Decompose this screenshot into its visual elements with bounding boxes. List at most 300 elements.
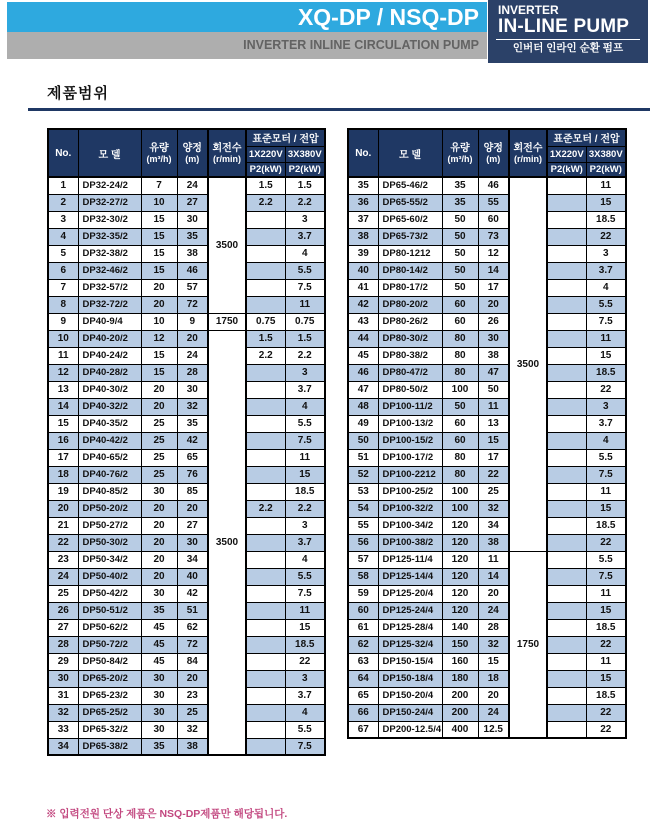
col-header-220v: 1X220V bbox=[547, 146, 586, 162]
rpm-unit: (r/min) bbox=[213, 154, 241, 164]
cell-head: 17 bbox=[478, 449, 509, 466]
cell-p2-220 bbox=[547, 500, 586, 517]
cell-no: 45 bbox=[348, 347, 378, 364]
cell-p2-220 bbox=[246, 602, 285, 619]
cell-p2-380: 15 bbox=[586, 670, 626, 687]
table-row bbox=[348, 704, 626, 721]
cell-flow: 60 bbox=[442, 432, 478, 449]
cell-p2-380: 11 bbox=[586, 653, 626, 670]
cell-model: DP40-32/2 bbox=[78, 398, 141, 415]
cell-p2-220: 0.75 bbox=[246, 313, 285, 330]
cell-rpm: 1750 bbox=[208, 313, 246, 330]
table-row bbox=[348, 415, 626, 432]
cell-p2-220: 1.5 bbox=[246, 330, 285, 347]
cell-p2-380: 22 bbox=[586, 534, 626, 551]
cell-no: 39 bbox=[348, 245, 378, 262]
cell-p2-380: 11 bbox=[285, 449, 325, 466]
col-header-380v: 3X380V bbox=[285, 146, 325, 162]
cell-p2-220 bbox=[246, 687, 285, 704]
table-row bbox=[348, 381, 626, 398]
cell-head: 40 bbox=[177, 568, 208, 585]
cell-p2-380: 3.7 bbox=[285, 381, 325, 398]
table-row bbox=[48, 228, 325, 245]
table-row bbox=[348, 347, 626, 364]
col-header-p2-380: P2(kW) bbox=[285, 162, 325, 177]
table-row bbox=[48, 432, 325, 449]
cell-flow: 30 bbox=[141, 670, 177, 687]
cell-p2-380: 15 bbox=[586, 347, 626, 364]
cell-flow: 120 bbox=[442, 517, 478, 534]
cell-model: DP40-20/2 bbox=[78, 330, 141, 347]
table-row bbox=[48, 381, 325, 398]
cell-flow: 12 bbox=[141, 330, 177, 347]
cell-model: DP50-72/2 bbox=[78, 636, 141, 653]
cell-p2-380: 18.5 bbox=[285, 636, 325, 653]
col-header-model: 모 델 bbox=[78, 129, 141, 177]
cell-no: 65 bbox=[348, 687, 378, 704]
cell-no: 46 bbox=[348, 364, 378, 381]
cell-p2-380: 5.5 bbox=[285, 568, 325, 585]
cell-p2-380: 2.2 bbox=[285, 500, 325, 517]
head-label: 양정 bbox=[182, 143, 202, 154]
col-header-motor-group: 표준모터 / 전압 bbox=[547, 129, 626, 146]
cell-p2-380: 3 bbox=[586, 245, 626, 262]
cell-head: 65 bbox=[177, 449, 208, 466]
cell-flow: 60 bbox=[442, 415, 478, 432]
cell-p2-380: 7.5 bbox=[586, 568, 626, 585]
cell-flow: 140 bbox=[442, 619, 478, 636]
cell-flow: 10 bbox=[141, 194, 177, 211]
cell-p2-380: 7.5 bbox=[285, 432, 325, 449]
cell-no: 2 bbox=[48, 194, 78, 211]
cell-p2-220 bbox=[246, 245, 285, 262]
cell-p2-220 bbox=[547, 279, 586, 296]
cell-rpm: 3500 bbox=[208, 330, 246, 755]
cell-p2-380: 18.5 bbox=[586, 619, 626, 636]
cell-no: 13 bbox=[48, 381, 78, 398]
cell-p2-220 bbox=[246, 211, 285, 228]
cell-p2-380: 5.5 bbox=[285, 262, 325, 279]
cell-model: DP125-11/4 bbox=[378, 551, 442, 568]
cell-model: DP150-24/4 bbox=[378, 704, 442, 721]
cell-model: DP32-57/2 bbox=[78, 279, 141, 296]
table-row bbox=[48, 704, 325, 721]
table-row bbox=[348, 602, 626, 619]
table-body-right bbox=[348, 177, 626, 738]
col-header-flow bbox=[442, 129, 478, 177]
cell-p2-380: 1.5 bbox=[285, 330, 325, 347]
inverter-badge bbox=[488, 0, 648, 63]
cell-flow: 45 bbox=[141, 653, 177, 670]
table-row bbox=[348, 330, 626, 347]
cell-no: 4 bbox=[48, 228, 78, 245]
table-row bbox=[348, 279, 626, 296]
cell-p2-220 bbox=[246, 636, 285, 653]
cell-flow: 35 bbox=[442, 177, 478, 194]
cell-flow: 15 bbox=[141, 228, 177, 245]
cell-no: 47 bbox=[348, 381, 378, 398]
cell-flow: 15 bbox=[141, 211, 177, 228]
cell-model: DP32-30/2 bbox=[78, 211, 141, 228]
cell-model: DP125-28/4 bbox=[378, 619, 442, 636]
cell-model: DP32-35/2 bbox=[78, 228, 141, 245]
cell-model: DP125-24/4 bbox=[378, 602, 442, 619]
cell-no: 41 bbox=[348, 279, 378, 296]
cell-flow: 20 bbox=[141, 398, 177, 415]
col-header-no: No. bbox=[348, 129, 378, 177]
cell-head: 13 bbox=[478, 415, 509, 432]
table-row bbox=[48, 500, 325, 517]
cell-p2-220 bbox=[246, 262, 285, 279]
cell-p2-380: 3.7 bbox=[285, 687, 325, 704]
cell-no: 26 bbox=[48, 602, 78, 619]
cell-p2-380: 15 bbox=[285, 619, 325, 636]
cell-no: 18 bbox=[48, 466, 78, 483]
cell-head: 22 bbox=[478, 466, 509, 483]
table-row bbox=[348, 466, 626, 483]
cell-head: 28 bbox=[177, 364, 208, 381]
table-row bbox=[48, 347, 325, 364]
cell-flow: 25 bbox=[141, 415, 177, 432]
cell-p2-380: 18.5 bbox=[586, 211, 626, 228]
table-row bbox=[48, 534, 325, 551]
cell-model: DP40-76/2 bbox=[78, 466, 141, 483]
cell-flow: 120 bbox=[442, 568, 478, 585]
cell-flow: 100 bbox=[442, 381, 478, 398]
cell-flow: 80 bbox=[442, 449, 478, 466]
table-row bbox=[48, 194, 325, 211]
cell-head: 85 bbox=[177, 483, 208, 500]
cell-no: 40 bbox=[348, 262, 378, 279]
cell-rpm: 3500 bbox=[509, 177, 547, 551]
table-row bbox=[348, 228, 626, 245]
cell-flow: 15 bbox=[141, 245, 177, 262]
cell-p2-220 bbox=[547, 296, 586, 313]
cell-p2-220 bbox=[246, 551, 285, 568]
cell-model: DP150-20/4 bbox=[378, 687, 442, 704]
cell-flow: 100 bbox=[442, 500, 478, 517]
table-row bbox=[348, 653, 626, 670]
cell-model: DP40-35/2 bbox=[78, 415, 141, 432]
cell-model: DP40-9/4 bbox=[78, 313, 141, 330]
cell-no: 6 bbox=[48, 262, 78, 279]
cell-model: DP50-34/2 bbox=[78, 551, 141, 568]
cell-p2-220 bbox=[547, 585, 586, 602]
cell-model: DP65-32/2 bbox=[78, 721, 141, 738]
cell-p2-220 bbox=[547, 704, 586, 721]
table-row bbox=[48, 738, 325, 755]
cell-flow: 80 bbox=[442, 364, 478, 381]
cell-head: 35 bbox=[177, 228, 208, 245]
cell-p2-380: 22 bbox=[285, 653, 325, 670]
cell-model: DP65-20/2 bbox=[78, 670, 141, 687]
col-header-head bbox=[177, 129, 208, 177]
cell-model: DP40-85/2 bbox=[78, 483, 141, 500]
cell-p2-220 bbox=[547, 466, 586, 483]
cell-flow: 100 bbox=[442, 483, 478, 500]
cell-model: DP50-20/2 bbox=[78, 500, 141, 517]
cell-p2-380: 5.5 bbox=[586, 551, 626, 568]
cell-no: 9 bbox=[48, 313, 78, 330]
cell-p2-220 bbox=[547, 432, 586, 449]
cell-model: DP200-12.5/4 bbox=[378, 721, 442, 738]
cell-p2-380: 15 bbox=[586, 194, 626, 211]
cell-p2-220 bbox=[547, 194, 586, 211]
cell-head: 72 bbox=[177, 636, 208, 653]
cell-p2-380: 7.5 bbox=[285, 279, 325, 296]
cell-head: 20 bbox=[177, 330, 208, 347]
cell-model: DP125-32/4 bbox=[378, 636, 442, 653]
cell-flow: 80 bbox=[442, 330, 478, 347]
cell-p2-380: 18.5 bbox=[586, 687, 626, 704]
cell-head: 27 bbox=[177, 517, 208, 534]
cell-model: DP100-11/2 bbox=[378, 398, 442, 415]
cell-no: 33 bbox=[48, 721, 78, 738]
cell-p2-220 bbox=[547, 517, 586, 534]
cell-flow: 20 bbox=[141, 517, 177, 534]
section-title-rule bbox=[28, 108, 650, 111]
cell-head: 18 bbox=[478, 670, 509, 687]
cell-model: DP32-27/2 bbox=[78, 194, 141, 211]
table-header bbox=[348, 129, 626, 177]
table-row bbox=[48, 585, 325, 602]
cell-no: 31 bbox=[48, 687, 78, 704]
cell-flow: 15 bbox=[141, 364, 177, 381]
cell-flow: 50 bbox=[442, 398, 478, 415]
cell-flow: 30 bbox=[141, 483, 177, 500]
table-row bbox=[48, 636, 325, 653]
rpm-label: 회전수 bbox=[212, 143, 242, 154]
cell-model: DP65-38/2 bbox=[78, 738, 141, 755]
cell-p2-220 bbox=[246, 534, 285, 551]
cell-head: 23 bbox=[177, 687, 208, 704]
cell-p2-220 bbox=[547, 449, 586, 466]
cell-no: 53 bbox=[348, 483, 378, 500]
cell-no: 60 bbox=[348, 602, 378, 619]
table-row bbox=[348, 619, 626, 636]
cell-model: DP125-20/4 bbox=[378, 585, 442, 602]
cell-head: 73 bbox=[478, 228, 509, 245]
cell-p2-380: 5.5 bbox=[285, 415, 325, 432]
cell-model: DP65-60/2 bbox=[378, 211, 442, 228]
cell-flow: 20 bbox=[141, 500, 177, 517]
cell-no: 64 bbox=[348, 670, 378, 687]
cell-flow: 15 bbox=[141, 347, 177, 364]
cell-flow: 50 bbox=[442, 211, 478, 228]
cell-p2-220: 2.2 bbox=[246, 194, 285, 211]
cell-head: 15 bbox=[478, 653, 509, 670]
cell-flow: 400 bbox=[442, 721, 478, 738]
cell-p2-380: 22 bbox=[586, 636, 626, 653]
cell-p2-220 bbox=[547, 228, 586, 245]
cell-flow: 45 bbox=[141, 619, 177, 636]
cell-p2-220 bbox=[246, 721, 285, 738]
cell-model: DP50-62/2 bbox=[78, 619, 141, 636]
cell-model: DP80-17/2 bbox=[378, 279, 442, 296]
cell-p2-220 bbox=[547, 483, 586, 500]
cell-head: 20 bbox=[478, 585, 509, 602]
cell-flow: 160 bbox=[442, 653, 478, 670]
cell-head: 12.5 bbox=[478, 721, 509, 738]
cell-flow: 20 bbox=[141, 279, 177, 296]
cell-flow: 50 bbox=[442, 228, 478, 245]
table-row bbox=[348, 636, 626, 653]
cell-flow: 80 bbox=[442, 347, 478, 364]
cell-flow: 10 bbox=[141, 313, 177, 330]
cell-flow: 25 bbox=[141, 432, 177, 449]
cell-p2-380: 3.7 bbox=[285, 228, 325, 245]
col-header-motor-group: 표준모터 / 전압 bbox=[246, 129, 325, 146]
cell-p2-380: 7.5 bbox=[285, 585, 325, 602]
cell-no: 10 bbox=[48, 330, 78, 347]
cell-head: 50 bbox=[478, 381, 509, 398]
cell-flow: 200 bbox=[442, 687, 478, 704]
cell-no: 28 bbox=[48, 636, 78, 653]
cell-no: 51 bbox=[348, 449, 378, 466]
col-header-p2-220: P2(kW) bbox=[246, 162, 285, 177]
table-row bbox=[348, 500, 626, 517]
cell-p2-380: 3 bbox=[586, 398, 626, 415]
table-row bbox=[348, 398, 626, 415]
cell-p2-220: 2.2 bbox=[246, 500, 285, 517]
cell-p2-380: 11 bbox=[586, 177, 626, 194]
cell-p2-220 bbox=[547, 534, 586, 551]
cell-model: DP80-20/2 bbox=[378, 296, 442, 313]
table-row bbox=[348, 211, 626, 228]
col-header-rpm bbox=[208, 129, 246, 177]
cell-p2-380: 22 bbox=[586, 381, 626, 398]
cell-head: 20 bbox=[478, 687, 509, 704]
cell-no: 24 bbox=[48, 568, 78, 585]
head-unit: (m) bbox=[486, 154, 501, 164]
cell-p2-220 bbox=[246, 466, 285, 483]
cell-p2-380: 4 bbox=[586, 432, 626, 449]
cell-p2-380: 15 bbox=[586, 602, 626, 619]
table-row bbox=[348, 449, 626, 466]
cell-model: DP50-51/2 bbox=[78, 602, 141, 619]
cell-model: DP50-30/2 bbox=[78, 534, 141, 551]
cell-model: DP65-46/2 bbox=[378, 177, 442, 194]
table-row bbox=[48, 364, 325, 381]
cell-model: DP80-30/2 bbox=[378, 330, 442, 347]
cell-p2-220 bbox=[246, 432, 285, 449]
cell-no: 5 bbox=[48, 245, 78, 262]
col-header-p2-380: P2(kW) bbox=[586, 162, 626, 177]
cell-flow: 20 bbox=[141, 568, 177, 585]
cell-head: 27 bbox=[177, 194, 208, 211]
cell-p2-220 bbox=[547, 245, 586, 262]
cell-no: 25 bbox=[48, 585, 78, 602]
cell-p2-380: 11 bbox=[586, 483, 626, 500]
cell-no: 7 bbox=[48, 279, 78, 296]
cell-p2-380: 18.5 bbox=[586, 517, 626, 534]
product-code: XQ-DP / NSQ-DP bbox=[297, 4, 479, 30]
cell-model: DP150-18/4 bbox=[378, 670, 442, 687]
cell-no: 3 bbox=[48, 211, 78, 228]
cell-head: 24 bbox=[478, 704, 509, 721]
cell-no: 54 bbox=[348, 500, 378, 517]
cell-no: 34 bbox=[48, 738, 78, 755]
cell-no: 44 bbox=[348, 330, 378, 347]
cell-model: DP100-17/2 bbox=[378, 449, 442, 466]
cell-no: 20 bbox=[48, 500, 78, 517]
cell-head: 20 bbox=[177, 670, 208, 687]
cell-head: 47 bbox=[478, 364, 509, 381]
cell-head: 38 bbox=[177, 738, 208, 755]
rpm-unit: (r/min) bbox=[514, 154, 542, 164]
cell-p2-220 bbox=[246, 483, 285, 500]
cell-head: 12 bbox=[478, 245, 509, 262]
cell-no: 32 bbox=[48, 704, 78, 721]
cell-model: DP50-84/2 bbox=[78, 653, 141, 670]
cell-flow: 35 bbox=[141, 602, 177, 619]
head-label: 양정 bbox=[483, 143, 503, 154]
col-header-rpm bbox=[509, 129, 547, 177]
cell-p2-380: 4 bbox=[285, 551, 325, 568]
cell-p2-220 bbox=[547, 551, 586, 568]
cell-head: 34 bbox=[478, 517, 509, 534]
cell-no: 29 bbox=[48, 653, 78, 670]
cell-head: 38 bbox=[478, 534, 509, 551]
table-row bbox=[48, 551, 325, 568]
cell-p2-380: 2.2 bbox=[285, 347, 325, 364]
table-row bbox=[48, 483, 325, 500]
badge-line1: INVERTER bbox=[498, 3, 559, 17]
cell-p2-220 bbox=[547, 602, 586, 619]
cell-p2-220 bbox=[246, 398, 285, 415]
cell-head: 60 bbox=[478, 211, 509, 228]
cell-head: 30 bbox=[478, 330, 509, 347]
cell-model: DP32-72/2 bbox=[78, 296, 141, 313]
table-row bbox=[48, 245, 325, 262]
cell-p2-220 bbox=[547, 347, 586, 364]
cell-head: 32 bbox=[478, 636, 509, 653]
cell-p2-380: 22 bbox=[586, 704, 626, 721]
cell-model: DP40-42/2 bbox=[78, 432, 141, 449]
cell-flow: 25 bbox=[141, 466, 177, 483]
cell-model: DP65-25/2 bbox=[78, 704, 141, 721]
cell-p2-380: 15 bbox=[285, 466, 325, 483]
cell-model: DP50-27/2 bbox=[78, 517, 141, 534]
cell-head: 24 bbox=[478, 602, 509, 619]
table-row bbox=[48, 177, 325, 194]
section-title: 제품범위 bbox=[47, 85, 109, 102]
cell-flow: 20 bbox=[141, 551, 177, 568]
cell-p2-220 bbox=[246, 568, 285, 585]
cell-flow: 120 bbox=[442, 602, 478, 619]
cell-p2-380: 4 bbox=[586, 279, 626, 296]
head-unit: (m) bbox=[185, 154, 200, 164]
table-row bbox=[348, 534, 626, 551]
table-row bbox=[48, 670, 325, 687]
cell-p2-380: 4 bbox=[285, 245, 325, 262]
table-row bbox=[348, 313, 626, 330]
cell-flow: 50 bbox=[442, 262, 478, 279]
cell-no: 67 bbox=[348, 721, 378, 738]
cell-model: DP32-24/2 bbox=[78, 177, 141, 194]
cell-head: 24 bbox=[177, 177, 208, 194]
table-row bbox=[48, 653, 325, 670]
cell-p2-220 bbox=[246, 415, 285, 432]
cell-head: 11 bbox=[478, 398, 509, 415]
cell-p2-220 bbox=[246, 296, 285, 313]
cell-no: 42 bbox=[348, 296, 378, 313]
cell-head: 28 bbox=[478, 619, 509, 636]
cell-model: DP50-40/2 bbox=[78, 568, 141, 585]
cell-flow: 50 bbox=[442, 245, 478, 262]
cell-p2-380: 5.5 bbox=[586, 449, 626, 466]
cell-flow: 60 bbox=[442, 296, 478, 313]
